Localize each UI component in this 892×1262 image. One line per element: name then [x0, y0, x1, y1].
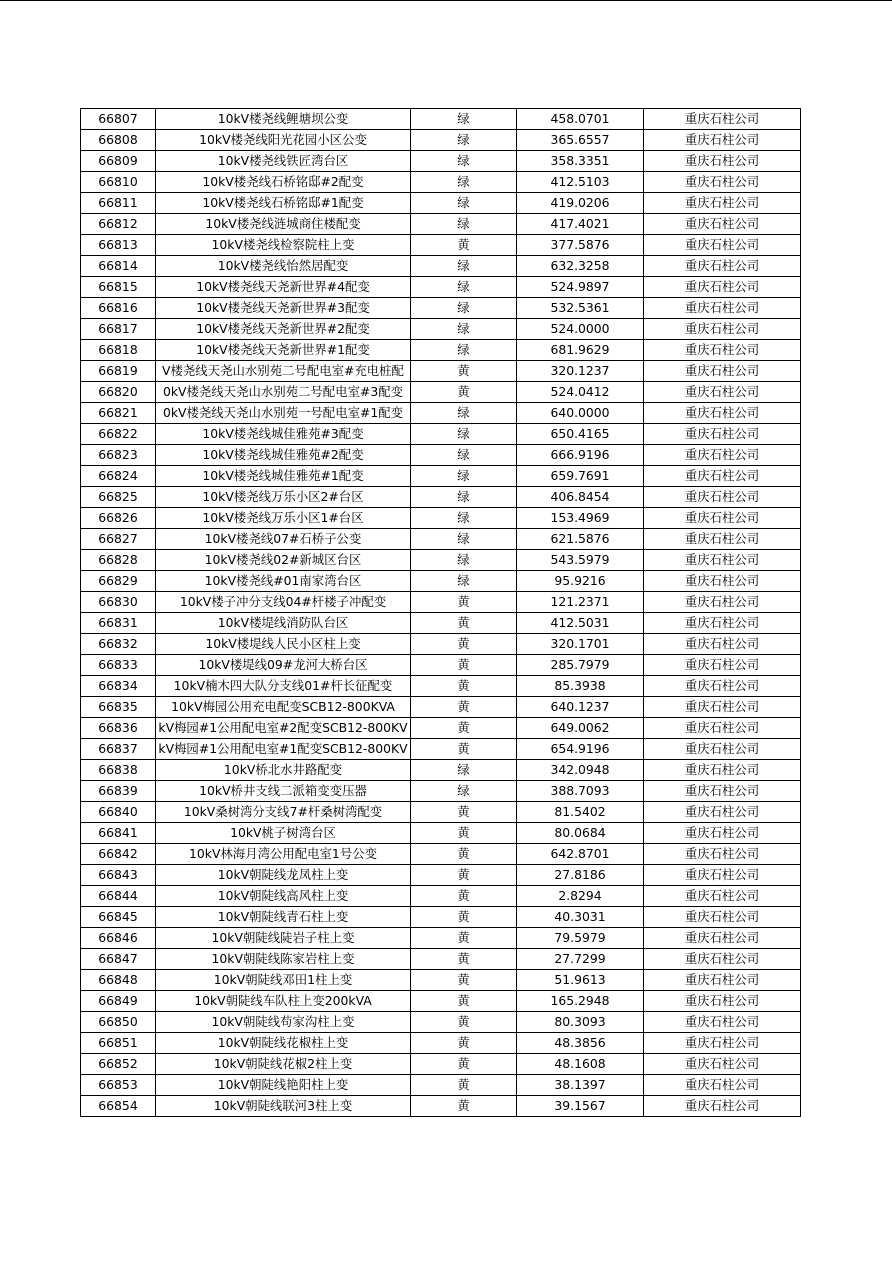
cell-company: 重庆石柱公司 [644, 403, 801, 424]
cell-transformer-name: 10kV朝陡线龙凤柱上变 [156, 865, 411, 886]
table-row [81, 382, 801, 403]
cell-company: 重庆石柱公司 [644, 508, 801, 529]
table-row [81, 739, 801, 760]
cell-transformer-name: 10kV楼尧线阳光花园小区公变 [156, 130, 411, 151]
cell-company: 重庆石柱公司 [644, 256, 801, 277]
cell-company: 重庆石柱公司 [644, 781, 801, 802]
table-row [81, 1054, 801, 1075]
cell-transformer-name: 10kV楼堤线消防队台区 [156, 613, 411, 634]
cell-id: 66826 [81, 508, 156, 529]
cell-value: 80.3093 [517, 1012, 644, 1033]
cell-value: 642.8701 [517, 844, 644, 865]
table-row [81, 697, 801, 718]
cell-status-color: 黄 [411, 1033, 517, 1054]
cell-value: 524.0000 [517, 319, 644, 340]
cell-transformer-name: 10kV桃子树湾台区 [156, 823, 411, 844]
cell-transformer-name: 10kV楼尧线铁匠湾台区 [156, 151, 411, 172]
cell-transformer-name: 10kV楼尧线石桥铭邸#2配变 [156, 172, 411, 193]
cell-value: 48.1608 [517, 1054, 644, 1075]
cell-id: 66850 [81, 1012, 156, 1033]
cell-company: 重庆石柱公司 [644, 655, 801, 676]
table-row [81, 802, 801, 823]
table-row [81, 445, 801, 466]
cell-transformer-name: 10kV楼尧线石桥铭邸#1配变 [156, 193, 411, 214]
cell-company: 重庆石柱公司 [644, 529, 801, 550]
cell-transformer-name: 10kV楼尧线天尧新世界#2配变 [156, 319, 411, 340]
cell-transformer-name: 10kV梅园公用充电配变SCB12-800KVA [156, 697, 411, 718]
cell-status-color: 黄 [411, 802, 517, 823]
table-row [81, 214, 801, 235]
cell-company: 重庆石柱公司 [644, 760, 801, 781]
cell-status-color: 绿 [411, 151, 517, 172]
cell-id: 66845 [81, 907, 156, 928]
cell-status-color: 绿 [411, 781, 517, 802]
cell-value: 666.9196 [517, 445, 644, 466]
table-row [81, 130, 801, 151]
cell-id: 66837 [81, 739, 156, 760]
cell-value: 649.0062 [517, 718, 644, 739]
cell-company: 重庆石柱公司 [644, 718, 801, 739]
cell-value: 79.5979 [517, 928, 644, 949]
cell-status-color: 黄 [411, 361, 517, 382]
cell-company: 重庆石柱公司 [644, 571, 801, 592]
cell-id: 66812 [81, 214, 156, 235]
cell-company: 重庆石柱公司 [644, 697, 801, 718]
cell-id: 66830 [81, 592, 156, 613]
cell-value: 406.8454 [517, 487, 644, 508]
cell-company: 重庆石柱公司 [644, 130, 801, 151]
cell-id: 66840 [81, 802, 156, 823]
cell-transformer-name: 10kV楼尧线天尧新世界#4配变 [156, 277, 411, 298]
cell-value: 640.0000 [517, 403, 644, 424]
cell-company: 重庆石柱公司 [644, 991, 801, 1012]
table-row [81, 949, 801, 970]
cell-company: 重庆石柱公司 [644, 298, 801, 319]
cell-transformer-name: 10kV桑树湾分支线7#杆桑树湾配变 [156, 802, 411, 823]
cell-company: 重庆石柱公司 [644, 865, 801, 886]
cell-company: 重庆石柱公司 [644, 592, 801, 613]
cell-status-color: 绿 [411, 571, 517, 592]
cell-company: 重庆石柱公司 [644, 235, 801, 256]
cell-transformer-name: 10kV朝陡线邓田1柱上变 [156, 970, 411, 991]
cell-company: 重庆石柱公司 [644, 424, 801, 445]
cell-value: 532.5361 [517, 298, 644, 319]
cell-status-color: 黄 [411, 970, 517, 991]
cell-id: 66842 [81, 844, 156, 865]
cell-value: 48.3856 [517, 1033, 644, 1054]
table-row [81, 487, 801, 508]
cell-id: 66809 [81, 151, 156, 172]
cell-status-color: 绿 [411, 445, 517, 466]
cell-value: 165.2948 [517, 991, 644, 1012]
cell-transformer-name: 10kV楠木四大队分支线01#杆长征配变 [156, 676, 411, 697]
cell-status-color: 黄 [411, 655, 517, 676]
cell-transformer-name: V楼尧线天尧山水别苑二号配电室#充电桩配 [156, 361, 411, 382]
cell-transformer-name: 10kV楼尧线天尧新世界#3配变 [156, 298, 411, 319]
cell-value: 417.4021 [517, 214, 644, 235]
cell-value: 412.5031 [517, 613, 644, 634]
cell-id: 66833 [81, 655, 156, 676]
cell-id: 66838 [81, 760, 156, 781]
table-row [81, 1075, 801, 1096]
table-row [81, 613, 801, 634]
cell-id: 66841 [81, 823, 156, 844]
cell-id: 66827 [81, 529, 156, 550]
cell-company: 重庆石柱公司 [644, 466, 801, 487]
transformer-table [80, 108, 801, 1117]
table-row [81, 1096, 801, 1117]
cell-status-color: 黄 [411, 928, 517, 949]
cell-company: 重庆石柱公司 [644, 1075, 801, 1096]
cell-status-color: 黄 [411, 235, 517, 256]
cell-company: 重庆石柱公司 [644, 970, 801, 991]
cell-value: 524.9897 [517, 277, 644, 298]
cell-id: 66824 [81, 466, 156, 487]
cell-company: 重庆石柱公司 [644, 634, 801, 655]
cell-transformer-name: kV梅园#1公用配电室#1配变SCB12-800KV [156, 739, 411, 760]
cell-status-color: 黄 [411, 697, 517, 718]
table-row [81, 340, 801, 361]
cell-id: 66854 [81, 1096, 156, 1117]
cell-status-color: 绿 [411, 340, 517, 361]
cell-value: 80.0684 [517, 823, 644, 844]
cell-transformer-name: 10kV朝陡线陈家岩柱上变 [156, 949, 411, 970]
cell-value: 365.6557 [517, 130, 644, 151]
cell-id: 66807 [81, 109, 156, 130]
cell-status-color: 绿 [411, 172, 517, 193]
cell-company: 重庆石柱公司 [644, 1033, 801, 1054]
cell-company: 重庆石柱公司 [644, 445, 801, 466]
cell-transformer-name: 10kV楼尧线怡然居配变 [156, 256, 411, 277]
cell-id: 66847 [81, 949, 156, 970]
table-row [81, 151, 801, 172]
cell-id: 66851 [81, 1033, 156, 1054]
table-row [81, 529, 801, 550]
cell-transformer-name: 10kV桥北水井路配变 [156, 760, 411, 781]
cell-status-color: 绿 [411, 319, 517, 340]
cell-status-color: 黄 [411, 949, 517, 970]
cell-transformer-name: 10kV楼尧线万乐小区1#台区 [156, 508, 411, 529]
cell-value: 412.5103 [517, 172, 644, 193]
cell-id: 66808 [81, 130, 156, 151]
cell-value: 38.1397 [517, 1075, 644, 1096]
cell-transformer-name: 0kV楼尧线天尧山水别苑一号配电室#1配变 [156, 403, 411, 424]
cell-status-color: 黄 [411, 382, 517, 403]
cell-status-color: 绿 [411, 529, 517, 550]
cell-transformer-name: 10kV朝陡线苟家沟柱上变 [156, 1012, 411, 1033]
cell-value: 95.9216 [517, 571, 644, 592]
cell-value: 654.9196 [517, 739, 644, 760]
table-row [81, 844, 801, 865]
cell-company: 重庆石柱公司 [644, 319, 801, 340]
cell-transformer-name: 10kV朝陡线高风柱上变 [156, 886, 411, 907]
table-row [81, 760, 801, 781]
cell-id: 66853 [81, 1075, 156, 1096]
cell-value: 458.0701 [517, 109, 644, 130]
table-row [81, 403, 801, 424]
cell-transformer-name: 10kV楼尧线涟城商住楼配变 [156, 214, 411, 235]
cell-id: 66821 [81, 403, 156, 424]
table-row [81, 361, 801, 382]
cell-id: 66820 [81, 382, 156, 403]
cell-transformer-name: kV梅园#1公用配电室#2配变SCB12-800KV [156, 718, 411, 739]
cell-id: 66844 [81, 886, 156, 907]
cell-id: 66819 [81, 361, 156, 382]
cell-id: 66818 [81, 340, 156, 361]
table-row [81, 319, 801, 340]
cell-value: 85.3938 [517, 676, 644, 697]
cell-transformer-name: 10kV朝陡线艳阳柱上变 [156, 1075, 411, 1096]
table-row [81, 256, 801, 277]
cell-status-color: 绿 [411, 214, 517, 235]
cell-value: 2.8294 [517, 886, 644, 907]
cell-status-color: 绿 [411, 466, 517, 487]
cell-value: 153.4969 [517, 508, 644, 529]
table-row [81, 109, 801, 130]
cell-status-color: 绿 [411, 277, 517, 298]
cell-transformer-name: 10kV楼堤线09#龙河大桥台区 [156, 655, 411, 676]
cell-company: 重庆石柱公司 [644, 823, 801, 844]
cell-value: 51.9613 [517, 970, 644, 991]
cell-status-color: 绿 [411, 403, 517, 424]
table-row [81, 676, 801, 697]
cell-id: 66815 [81, 277, 156, 298]
cell-transformer-name: 10kV楼子冲分支线04#杆楼子冲配变 [156, 592, 411, 613]
cell-company: 重庆石柱公司 [644, 277, 801, 298]
cell-company: 重庆石柱公司 [644, 886, 801, 907]
cell-value: 285.7979 [517, 655, 644, 676]
cell-status-color: 黄 [411, 886, 517, 907]
cell-value: 632.3258 [517, 256, 644, 277]
cell-transformer-name: 10kV朝陡线车队柱上变200kVA [156, 991, 411, 1012]
cell-status-color: 绿 [411, 298, 517, 319]
cell-transformer-name: 10kV楼尧线02#新城区台区 [156, 550, 411, 571]
cell-transformer-name: 10kV楼尧线天尧新世界#1配变 [156, 340, 411, 361]
cell-company: 重庆石柱公司 [644, 676, 801, 697]
cell-transformer-name: 10kV朝陡线青石柱上变 [156, 907, 411, 928]
table-row [81, 193, 801, 214]
cell-company: 重庆石柱公司 [644, 340, 801, 361]
table-row [81, 634, 801, 655]
cell-id: 66848 [81, 970, 156, 991]
cell-status-color: 黄 [411, 844, 517, 865]
cell-value: 121.2371 [517, 592, 644, 613]
cell-company: 重庆石柱公司 [644, 1012, 801, 1033]
cell-status-color: 黄 [411, 865, 517, 886]
table-row [81, 781, 801, 802]
cell-id: 66834 [81, 676, 156, 697]
cell-status-color: 绿 [411, 424, 517, 445]
cell-value: 358.3351 [517, 151, 644, 172]
cell-transformer-name: 10kV桥井支线二派箱变变压器 [156, 781, 411, 802]
cell-transformer-name: 10kV楼尧线城佳雅苑#3配变 [156, 424, 411, 445]
cell-company: 重庆石柱公司 [644, 613, 801, 634]
cell-value: 640.1237 [517, 697, 644, 718]
cell-id: 66816 [81, 298, 156, 319]
table-row [81, 991, 801, 1012]
table-row [81, 571, 801, 592]
cell-transformer-name: 10kV楼尧线检察院柱上变 [156, 235, 411, 256]
cell-id: 66813 [81, 235, 156, 256]
cell-company: 重庆石柱公司 [644, 382, 801, 403]
table-row [81, 550, 801, 571]
cell-status-color: 黄 [411, 718, 517, 739]
cell-company: 重庆石柱公司 [644, 151, 801, 172]
cell-status-color: 黄 [411, 676, 517, 697]
cell-transformer-name: 10kV楼尧线城佳雅苑#2配变 [156, 445, 411, 466]
cell-id: 66846 [81, 928, 156, 949]
cell-id: 66836 [81, 718, 156, 739]
cell-id: 66811 [81, 193, 156, 214]
table-row [81, 235, 801, 256]
cell-status-color: 黄 [411, 1054, 517, 1075]
table-row [81, 298, 801, 319]
cell-transformer-name: 10kV朝陡线陡岩子柱上变 [156, 928, 411, 949]
cell-id: 66832 [81, 634, 156, 655]
cell-status-color: 黄 [411, 1012, 517, 1033]
cell-transformer-name: 10kV林海月湾公用配电室1号公变 [156, 844, 411, 865]
cell-value: 27.7299 [517, 949, 644, 970]
cell-status-color: 黄 [411, 1075, 517, 1096]
cell-transformer-name: 10kV楼尧线万乐小区2#台区 [156, 487, 411, 508]
cell-status-color: 绿 [411, 193, 517, 214]
table-row [81, 466, 801, 487]
cell-id: 66835 [81, 697, 156, 718]
cell-status-color: 黄 [411, 1096, 517, 1117]
cell-id: 66822 [81, 424, 156, 445]
cell-company: 重庆石柱公司 [644, 109, 801, 130]
cell-id: 66823 [81, 445, 156, 466]
cell-value: 377.5876 [517, 235, 644, 256]
cell-value: 650.4165 [517, 424, 644, 445]
cell-value: 659.7691 [517, 466, 644, 487]
cell-status-color: 绿 [411, 550, 517, 571]
cell-id: 66810 [81, 172, 156, 193]
cell-value: 81.5402 [517, 802, 644, 823]
cell-value: 40.3031 [517, 907, 644, 928]
cell-status-color: 绿 [411, 760, 517, 781]
cell-value: 681.9629 [517, 340, 644, 361]
cell-transformer-name: 10kV朝陡线联河3柱上变 [156, 1096, 411, 1117]
cell-id: 66814 [81, 256, 156, 277]
page-top-border [0, 0, 892, 1]
cell-company: 重庆石柱公司 [644, 214, 801, 235]
table-row [81, 886, 801, 907]
table-row [81, 970, 801, 991]
cell-company: 重庆石柱公司 [644, 1054, 801, 1075]
table-row [81, 907, 801, 928]
cell-status-color: 绿 [411, 130, 517, 151]
cell-value: 27.8186 [517, 865, 644, 886]
table-row [81, 592, 801, 613]
cell-status-color: 绿 [411, 508, 517, 529]
cell-company: 重庆石柱公司 [644, 844, 801, 865]
cell-id: 66825 [81, 487, 156, 508]
cell-id: 66831 [81, 613, 156, 634]
cell-company: 重庆石柱公司 [644, 1096, 801, 1117]
cell-transformer-name: 10kV楼尧线城佳雅苑#1配变 [156, 466, 411, 487]
cell-value: 388.7093 [517, 781, 644, 802]
table-row [81, 1033, 801, 1054]
cell-id: 66828 [81, 550, 156, 571]
cell-id: 66829 [81, 571, 156, 592]
cell-status-color: 黄 [411, 991, 517, 1012]
table-row [81, 928, 801, 949]
cell-company: 重庆石柱公司 [644, 487, 801, 508]
cell-company: 重庆石柱公司 [644, 739, 801, 760]
cell-transformer-name: 10kV楼尧线#01南家湾台区 [156, 571, 411, 592]
cell-id: 66839 [81, 781, 156, 802]
cell-status-color: 绿 [411, 487, 517, 508]
cell-transformer-name: 10kV楼尧线鲤塘坝公变 [156, 109, 411, 130]
cell-id: 66849 [81, 991, 156, 1012]
cell-transformer-name: 10kV楼堤线人民小区柱上变 [156, 634, 411, 655]
cell-transformer-name: 0kV楼尧线天尧山水别苑二号配电室#3配变 [156, 382, 411, 403]
cell-transformer-name: 10kV朝陡线花椒2柱上变 [156, 1054, 411, 1075]
cell-transformer-name: 10kV朝陡线花椒柱上变 [156, 1033, 411, 1054]
cell-id: 66843 [81, 865, 156, 886]
cell-value: 342.0948 [517, 760, 644, 781]
cell-status-color: 黄 [411, 907, 517, 928]
table-row [81, 508, 801, 529]
cell-status-color: 黄 [411, 739, 517, 760]
cell-company: 重庆石柱公司 [644, 361, 801, 382]
cell-value: 524.0412 [517, 382, 644, 403]
cell-company: 重庆石柱公司 [644, 907, 801, 928]
cell-value: 320.1701 [517, 634, 644, 655]
cell-company: 重庆石柱公司 [644, 550, 801, 571]
table-row [81, 172, 801, 193]
table-row [81, 1012, 801, 1033]
cell-status-color: 黄 [411, 823, 517, 844]
cell-value: 543.5979 [517, 550, 644, 571]
cell-value: 621.5876 [517, 529, 644, 550]
cell-status-color: 黄 [411, 592, 517, 613]
cell-company: 重庆石柱公司 [644, 172, 801, 193]
cell-company: 重庆石柱公司 [644, 193, 801, 214]
table-row [81, 865, 801, 886]
table-row [81, 718, 801, 739]
table-row [81, 424, 801, 445]
cell-company: 重庆石柱公司 [644, 928, 801, 949]
table-row [81, 823, 801, 844]
cell-id: 66817 [81, 319, 156, 340]
cell-status-color: 绿 [411, 109, 517, 130]
cell-value: 39.1567 [517, 1096, 644, 1117]
cell-company: 重庆石柱公司 [644, 949, 801, 970]
cell-company: 重庆石柱公司 [644, 802, 801, 823]
cell-value: 320.1237 [517, 361, 644, 382]
table-body [81, 109, 801, 1117]
cell-transformer-name: 10kV楼尧线07#石桥子公变 [156, 529, 411, 550]
table-row [81, 655, 801, 676]
cell-status-color: 绿 [411, 256, 517, 277]
cell-status-color: 黄 [411, 613, 517, 634]
cell-status-color: 黄 [411, 634, 517, 655]
cell-value: 419.0206 [517, 193, 644, 214]
cell-id: 66852 [81, 1054, 156, 1075]
table-row [81, 277, 801, 298]
